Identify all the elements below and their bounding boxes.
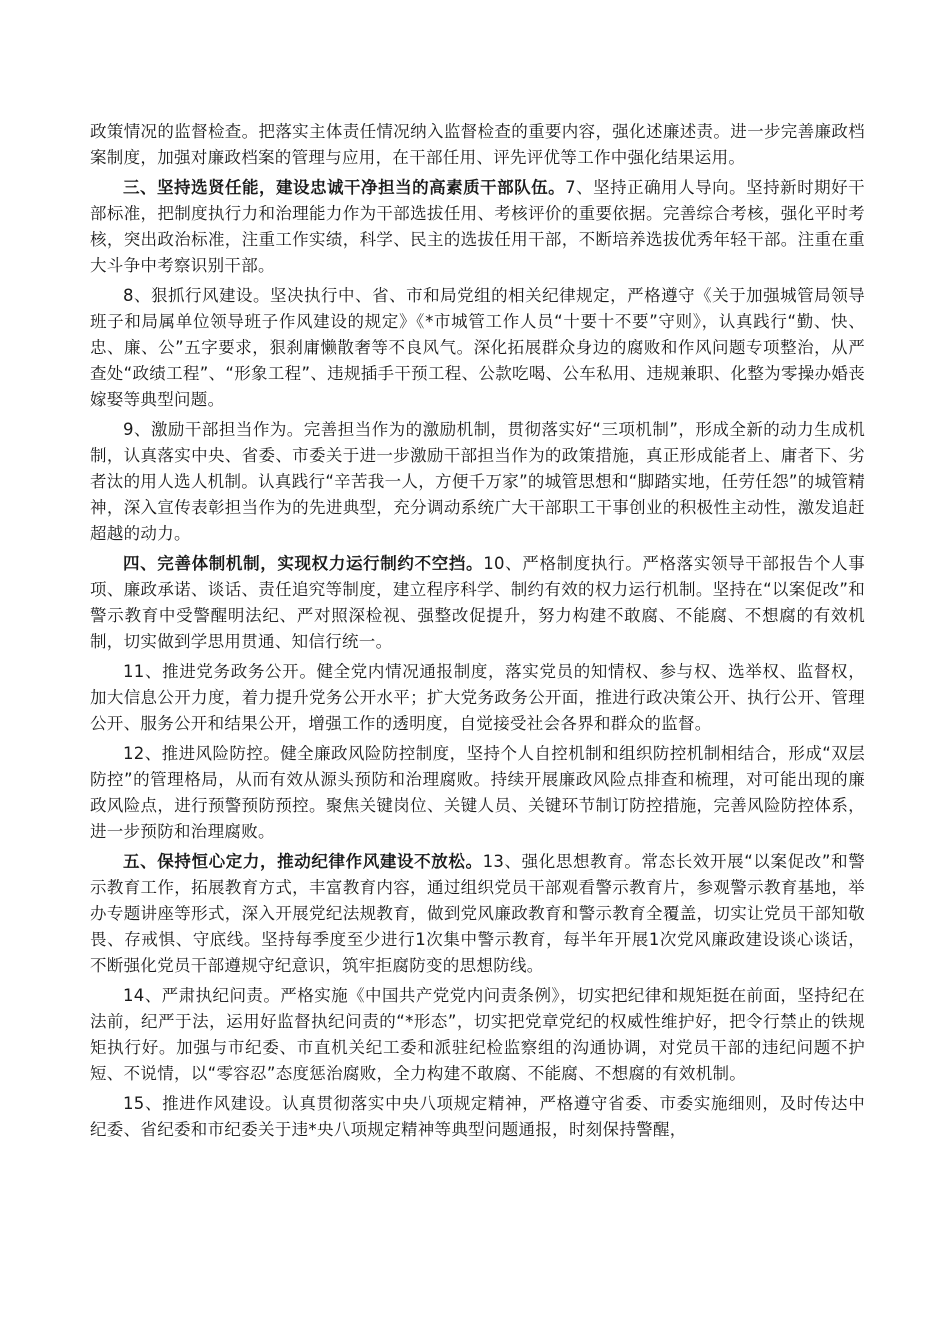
paragraph-7 xyxy=(90,849,865,979)
paragraph-1 xyxy=(90,175,865,279)
paragraph-2 xyxy=(90,283,865,413)
paragraph-text: 8、狠抓行风建设。坚决执行中、省、市和局党组的相关纪律规定，严格遵守《关于加强城管局领导班子和局属单位领导班子作风建设的规定》《*市城管工作人员“十要十不要”守则》，认真践行“勤、快、忠、廉、公”五字要求，狠刹庸懒散奢等不良风气。深化拓展群众身边的腐败和作风问题专项整治，从严查处“政绩工程”、“形象工程”、违规插手干预工程、公款吃喝、公车私用、违规兼职、化整为零操办婚丧嫁娶等典型问题。 xyxy=(90,286,865,409)
paragraph-9 xyxy=(90,1091,865,1143)
paragraph-text: 7、坚持正确用人导向。坚持新时期好干部标准，把制度执行力和治理能力作为干部选拔任用、考核评价的重要依据。完善综合考核，强化平时考核，突出政治标准，注重工作实绩，科学、民主的选拔任用干部，不断培养选拔优秀年轻干部。注重在重大斗争中考察识别干部。 xyxy=(90,178,865,275)
paragraph-4 xyxy=(90,551,865,655)
paragraph-8 xyxy=(90,983,865,1087)
paragraph-text: 14、严肃执纪问责。严格实施《中国共产党党内问责条例》，切实把纪律和规矩挺在前面，坚持纪在法前，纪严于法，运用好监督执纪问责的“*形态”，切实把党章党纪的权威性维护好，把令行禁止的铁规矩执行好。加强与市纪委、市直机关纪工委和派驻纪检监察组的沟通协调，对党员干部的违纪问题不护短、不说情，以“零容忍”态度惩治腐败，全力构建不敢腐、不能腐、不想腐的有效机制。 xyxy=(90,986,865,1083)
paragraph-text: 13、强化思想教育。常态长效开展“以案促改”和警示教育工作，拓展教育方式，丰富教育内容，通过组织党员干部观看警示教育片，参观警示教育基地，举办专题讲座等形式，深入开展党纪法规教育，做到党风廉政教育和警示教育全覆盖，切实让党员干部知敬畏、存戒惧、守底线。坚持每季度至少进行1次集中警示教育，每半年开展1次党风廉政建设谈心谈话，不断强化党员干部遵规守纪意识，筑牢拒腐防变的思想防线。 xyxy=(90,852,865,975)
paragraph-3 xyxy=(90,417,865,547)
paragraph-text: 政策情况的监督检查。把落实主体责任情况纳入监督检查的重要内容，强化述廉述责。进一步完善廉政档案制度，加强对廉政档案的管理与应用，在干部任用、评先评优等工作中强化结果运用。 xyxy=(90,122,865,167)
paragraph-text: 9、激励干部担当作为。完善担当作为的激励机制，贯彻落实好“三项机制”，形成全新的动力生成机制，认真落实中央、省委、市委关于进一步激励干部担当作为的政策措施，真正形成能者上、庸者下、劣者汰的用人选人机制。认真践行“辛苦我一人，方便千万家”的城管思想和“脚踏实地，任劳任怨”的城管精神，深入宣传表彰担当作为的先进典型，充分调动系统广大干部职工干事创业的积极性主动性，激发追赶超越的动力。 xyxy=(90,420,865,543)
section-heading-4: 四、完善体制机制，实现权力运行制约不空挡。 xyxy=(123,554,484,573)
paragraph-0 xyxy=(90,119,865,171)
paragraph-text: 15、推进作风建设。认真贯彻落实中央八项规定精神，严格遵守省委、市委实施细则，及时传达中纪委、省纪委和市纪委关于违*央八项规定精神等典型问题通报，时刻保持警醒， xyxy=(90,1094,865,1139)
paragraph-text: 12、推进风险防控。健全廉政风险防控制度，坚持个人自控机制和组织防控机制相结合，形成“双层防控”的管理格局，从而有效从源头预防和治理腐败。持续开展廉政风险点排查和梳理，对可能出现的廉政风险点，进行预警预防预控。聚焦关键岗位、关键人员、关键环节制订防控措施，完善风险防控体系，进一步预防和治理腐败。 xyxy=(90,744,865,841)
document-body xyxy=(90,119,865,1147)
paragraph-text: 10、严格制度执行。严格落实领导干部报告个人事项、廉政承诺、谈话、责任追究等制度，建立程序科学、制约有效的权力运行机制。坚持在“以案促改”和警示教育中受警醒明法纪、严对照深检视、强整改促提升，努力构建不敢腐、不能腐、不想腐的有效机制，切实做到学思用贯通、知信行统一。 xyxy=(90,554,865,651)
paragraph-6 xyxy=(90,741,865,845)
section-heading-3: 三、坚持选贤任能，建设忠诚干净担当的高素质干部队伍。 xyxy=(123,178,566,197)
paragraph-5 xyxy=(90,659,865,737)
paragraph-text: 11、推进党务政务公开。健全党内情况通报制度，落实党员的知情权、参与权、选举权、监督权，加大信息公开力度，着力提升党务公开水平；扩大党务政务公开面，推进行政决策公开、执行公开、管理公开、服务公开和结果公开，增强工作的透明度，自觉接受社会各界和群众的监督。 xyxy=(90,662,865,733)
section-heading-5: 五、保持恒心定力，推动纪律作风建设不放松。 xyxy=(123,852,483,871)
